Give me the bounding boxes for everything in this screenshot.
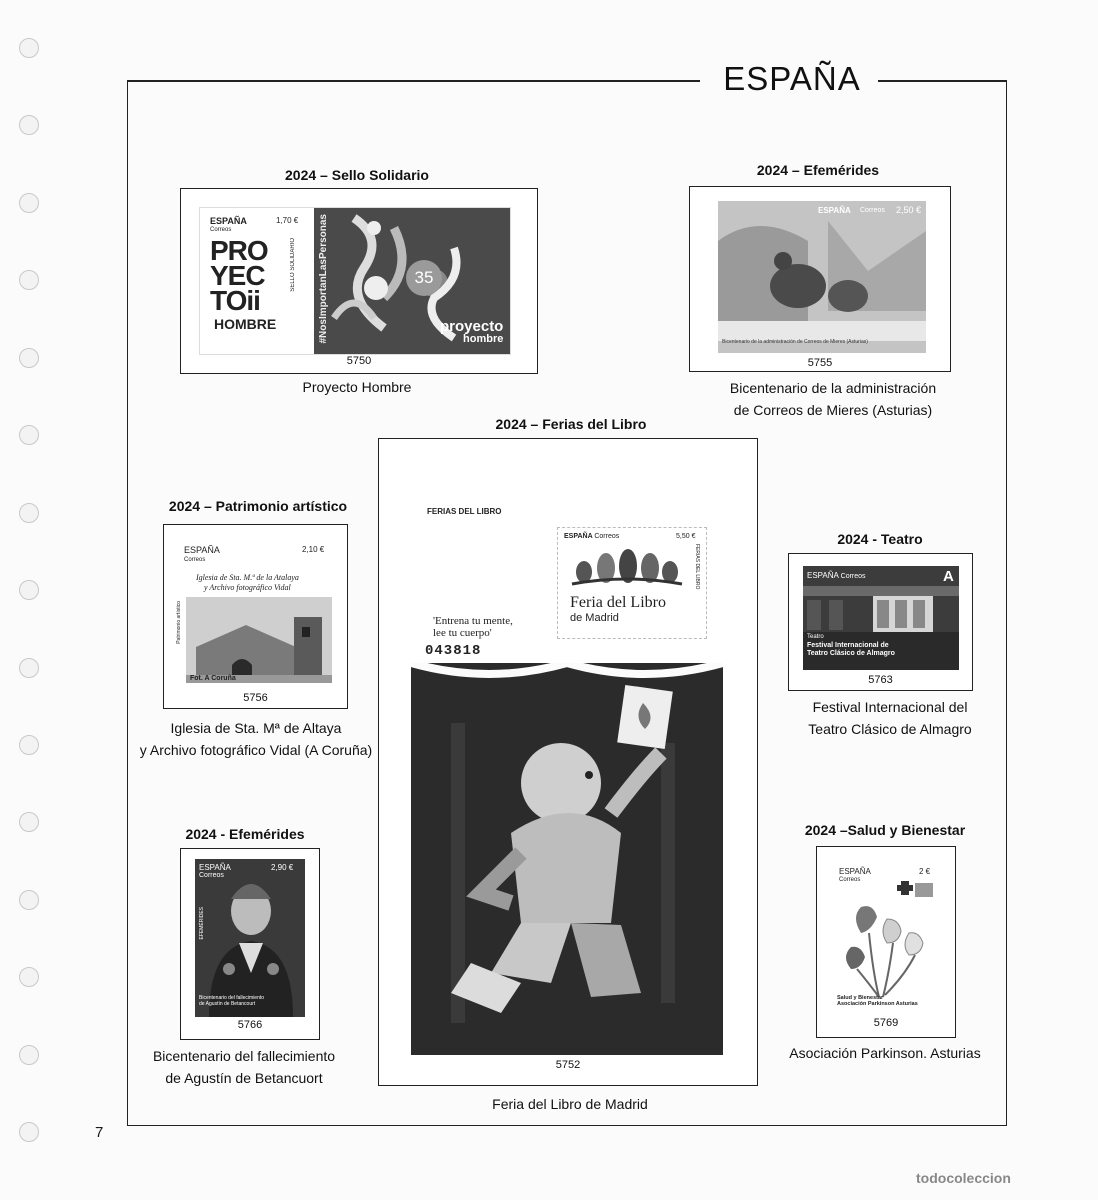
- stamp-country: ESPAÑA: [839, 867, 871, 876]
- stamp-mount-5750: [180, 188, 538, 374]
- stamp-5769: [831, 857, 941, 1015]
- stamp-caption: Iglesia de Sta. Mª de Altaya y Archivo fotográfico Vidal (A Coruña): [139, 720, 373, 758]
- painting-icon: [718, 201, 926, 353]
- binder-hole: [19, 38, 39, 58]
- stamp-vertical-label: EFEMÉRIDES: [199, 907, 205, 940]
- watermark: todocoleccion: [916, 1170, 1011, 1186]
- stamp-mount-5752: [378, 438, 758, 1086]
- stamp-bottom-text: Salud y Bienestar Asociación Parkinson Asturias: [837, 995, 918, 1007]
- stamp-mount-5755: [689, 186, 951, 372]
- section-title: 2024 –Salud y Bienestar: [804, 822, 966, 838]
- stamp-logo-hombre: HOMBRE: [214, 316, 277, 332]
- stamp-sub: Correos: [210, 227, 232, 233]
- stamp-bottom-text: Fot. A Coruña: [190, 675, 236, 682]
- catalog-number: 5763: [868, 674, 893, 686]
- section-title: 2024 - Teatro: [837, 531, 923, 547]
- stamp-country: ESPAÑA: [184, 545, 220, 555]
- country-title: ESPAÑA: [723, 60, 861, 97]
- stamp-mount-5756: [163, 524, 348, 709]
- stamp-country: ESPAÑA: [818, 206, 851, 215]
- stamp-artwork: [314, 208, 510, 354]
- sheet-quote: 'Entrena tu mente, lee tu cuerpo': [433, 615, 513, 639]
- catalog-number: 5766: [237, 1019, 263, 1031]
- binder-hole: [19, 580, 39, 600]
- binder-hole: [19, 890, 39, 910]
- catalog-number: 5756: [243, 692, 268, 704]
- stamp-mount-5766: [180, 848, 320, 1040]
- stamp-vertical-label: FERIAS DEL LIBRO: [694, 544, 700, 590]
- stamp-hashtag: #NosImportanLasPersonas: [318, 214, 329, 344]
- binder-hole: [19, 115, 39, 135]
- stamp-value: 2,50 €: [896, 205, 922, 215]
- frame-top-line: [127, 80, 700, 82]
- binder-hole: [19, 812, 39, 832]
- stamp-caption: Asociación Parkinson. Asturias: [789, 1045, 981, 1061]
- running-figure-icon: [411, 663, 723, 1055]
- stamp-subtitle: de Madrid: [570, 612, 619, 624]
- stamp-sub: Correos: [184, 557, 206, 563]
- anniversary-badge: 35: [406, 260, 442, 296]
- binder-hole: [19, 658, 39, 678]
- stamp-5763: [803, 566, 959, 670]
- stamp-sub: Correos: [839, 877, 861, 883]
- stamp-title: Feria del Libro: [570, 594, 666, 611]
- serial-number: 043818: [425, 643, 482, 659]
- section-title: 2024 – Ferias del Libro: [495, 416, 647, 432]
- stamp-small-label: Teatro: [807, 634, 824, 640]
- section-title: 2024 – Sello Solidario: [285, 167, 429, 183]
- stamp-caption: Bicentenario del fallecimiento de Agustín de Betancuort: [152, 1048, 336, 1086]
- binder-hole: [19, 1122, 39, 1142]
- catalog-number: 5752: [555, 1059, 581, 1071]
- stamp-caption: Proyecto Hombre: [302, 379, 412, 395]
- stamp-value: 2,10 €: [302, 545, 325, 554]
- stamp-country: ESPAÑA Correos: [564, 533, 620, 540]
- sheet-header: FERIAS DEL LIBRO: [427, 507, 502, 516]
- stamp-vertical-label: SELLO SOLIDARIO: [290, 238, 296, 292]
- binder-hole: [19, 425, 39, 445]
- catalog-number: 5750: [346, 355, 372, 367]
- stamp-value: 5,50 €: [676, 533, 696, 540]
- section-title: 2024 – Efemérides: [756, 162, 880, 178]
- binder-hole: [19, 348, 39, 368]
- stamp-country: ESPAÑA: [210, 216, 247, 226]
- sheet-artwork: [411, 663, 723, 1055]
- stamp-country: ESPAÑA Correos: [807, 571, 866, 580]
- stamp-brand-logo: proyecto hombre: [440, 318, 504, 345]
- stamp-5750: [199, 207, 511, 355]
- church-icon: [186, 597, 332, 683]
- tulips-icon: [831, 857, 941, 1015]
- stamp-5756: [176, 537, 336, 687]
- stamp-bottom-text: Bicentenario de la administración de Correos de Mieres (Asturias): [722, 339, 868, 345]
- stamp-5752: [557, 527, 707, 639]
- stamp-5755: [718, 201, 926, 353]
- binder-hole: [19, 193, 39, 213]
- catalog-number: 5755: [807, 357, 833, 369]
- binder-hole: [19, 967, 39, 987]
- stamp-bottom-text: Bicentenario del fallecimiento de Agustín de Betancourt: [199, 995, 265, 1007]
- stamp-value: 2 €: [919, 867, 931, 876]
- binder-hole: [19, 270, 39, 290]
- page-number: 7: [95, 1124, 104, 1141]
- stamp-mount-5763: [788, 553, 973, 691]
- stamp-caption: Bicentenario de la administración de Correos de Mieres (Asturias): [729, 380, 937, 418]
- binder-hole: [19, 503, 39, 523]
- catalog-number: 5769: [873, 1017, 899, 1029]
- frame-top-line: [878, 80, 1007, 82]
- stamp-title: Festival Internacional de Teatro Clásico de Almagro: [807, 642, 895, 657]
- section-title: 2024 - Efemérides: [185, 826, 305, 842]
- trees-book-icon: [568, 544, 686, 590]
- stamp-country: ESPAÑA Correos: [199, 863, 231, 879]
- stamp-logo-text: PRO YEC TOii: [210, 235, 268, 316]
- stamp-value: A: [943, 568, 954, 585]
- stamp-caption: Festival Internacional del Teatro Clásico de Almagro: [808, 699, 972, 737]
- stamp-value: 1,70 €: [276, 216, 299, 225]
- stamp-5766: [195, 859, 305, 1017]
- stamp-vertical-label: Patrimonio artístico: [176, 601, 182, 644]
- stamp-caption: Feria del Libro de Madrid: [492, 1096, 648, 1112]
- binder-hole: [19, 1045, 39, 1065]
- stamp-sub: Correos: [860, 207, 885, 214]
- stamp-title: Iglesia de Sta. M.ª de la Atalaya y Archivo fotográfico Vidal: [196, 573, 299, 592]
- stamp-value: 2,90 €: [271, 863, 294, 872]
- section-title: 2024 – Patrimonio artístico: [168, 498, 348, 514]
- stamp-mount-5769: [816, 846, 956, 1038]
- portrait-icon: [195, 859, 305, 1017]
- binder-hole: [19, 735, 39, 755]
